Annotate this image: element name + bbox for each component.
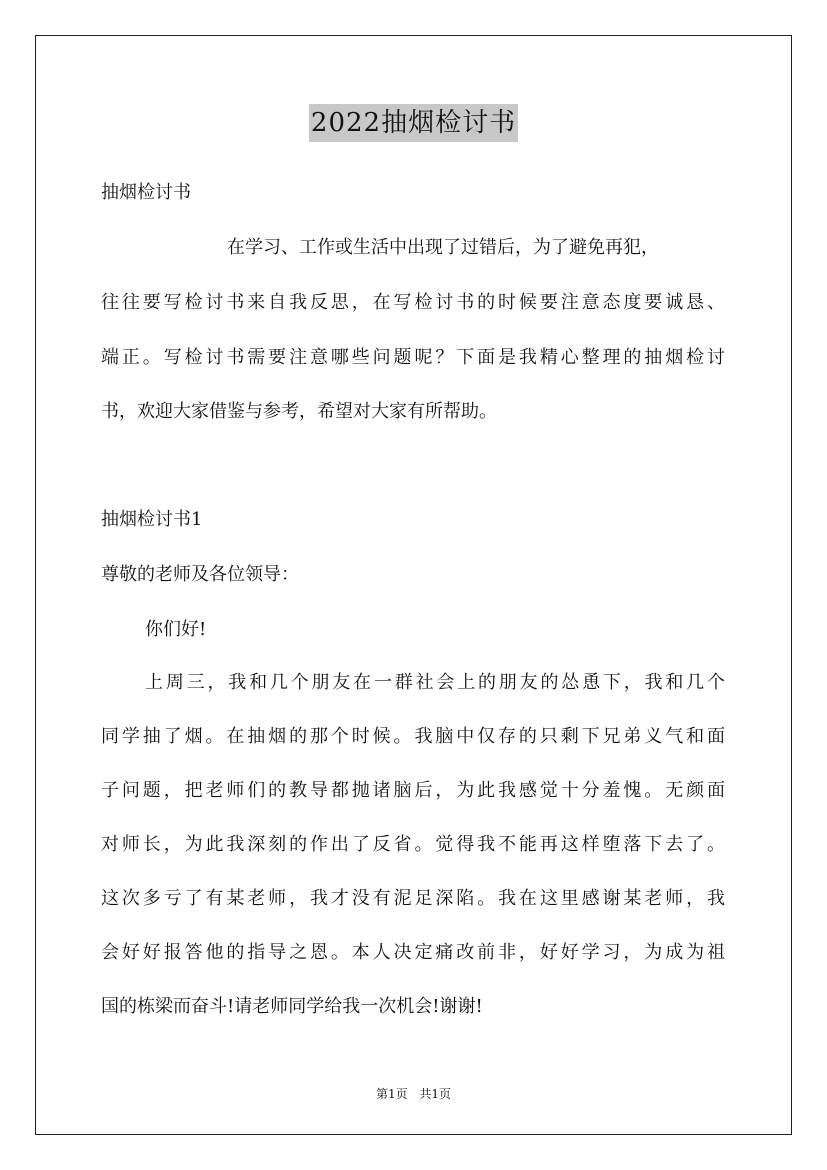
section-heading: 抽烟检讨书1	[101, 509, 203, 530]
intro-line-4: 书，欢迎大家借鉴与参考，希望对大家有所帮助。	[101, 401, 497, 422]
document-title: 2022抽烟检讨书	[309, 104, 518, 142]
page-footer	[0, 1085, 827, 1102]
subtitle: 抽烟检讨书	[101, 182, 191, 203]
body-line-4: 对师长，为此我深刻的作出了反省。觉得我不能再这样堕落下去了。	[101, 834, 725, 855]
intro-line-2: 往往要写检讨书来自我反思，在写检讨书的时候要注意态度要诚恳、	[101, 292, 725, 313]
body-line-1: 上周三，我和几个朋友在一群社会上的朋友的怂恿下，我和几个	[145, 672, 725, 693]
page-number: 第1页	[375, 1087, 408, 1101]
title-container	[0, 104, 827, 142]
salutation: 尊敬的老师及各位领导：	[101, 564, 299, 585]
greeting: 你们好!	[145, 619, 207, 640]
body-line-6: 会好好报答他的指导之恩。本人决定痛改前非，好好学习，为成为祖	[101, 942, 725, 963]
page-total: 共1页	[419, 1087, 452, 1101]
intro-line-3: 端正。写检讨书需要注意哪些问题呢？下面是我精心整理的抽烟检讨	[101, 347, 725, 368]
body-line-2: 同学抽了烟。在抽烟的那个时候。我脑中仅存的只剩下兄弟义气和面	[101, 726, 725, 747]
body-line-7: 国的栋梁而奋斗!请老师同学给我一次机会!谢谢!	[101, 996, 483, 1017]
body-line-5: 这次多亏了有某老师，我才没有泥足深陷。我在这里感谢某老师，我	[101, 888, 725, 909]
intro-line-1: 在学习、工作或生活中出现了过错后，为了避免再犯，	[227, 237, 659, 258]
body-line-3: 子问题，把老师们的教导都抛诸脑后，为此我感觉十分羞愧。无颜面	[101, 780, 725, 801]
